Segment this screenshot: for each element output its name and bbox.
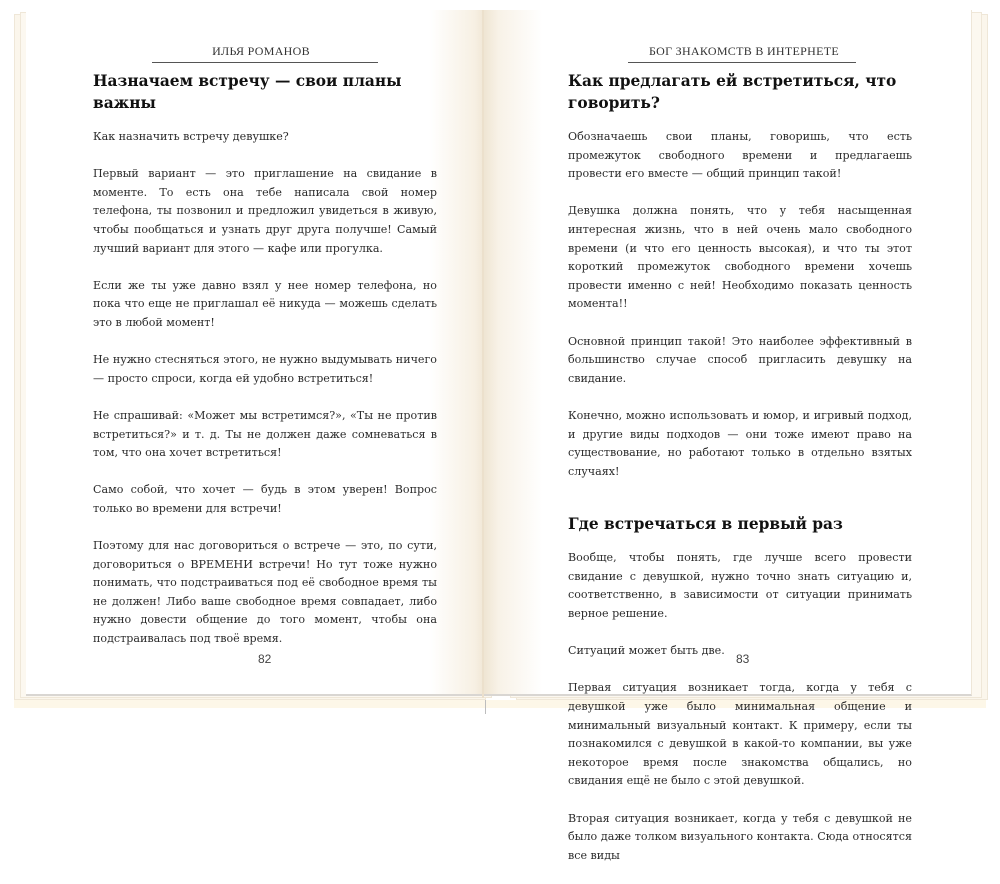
page-number-right: 83 [736,652,750,666]
book-spine [482,10,484,698]
page-number-left: 82 [258,652,272,666]
subsection-heading: Где встречаться в первый раз [568,515,843,534]
running-head-author: ИЛЬЯ РОМАНОВ [212,44,310,58]
right-page [484,10,972,862]
running-head-rule [628,62,856,63]
chapter-heading: Назначаем встречу — свои планы важны [93,72,402,112]
paragraph: Само собой, что хочет — будь в этом уверен! Вопрос только во времени для встречи! [93,483,437,515]
paragraph: Девушка должна понять, что у тебя насыщенная интересная жизнь, что в ней очень мало свободного времени (и что его ценность высокая), и что ты этот короткий промежуток свободного времени хочешь провести именно с ней! Необходимо показать ценность момента!! [568,204,912,311]
left-page-content [93,70,437,667]
paragraph: Первый вариант — это приглашение на свидание в моменте. То есть она тебе написала свой номер телефона, ты позвонил и предложил увидеться в живую, чтобы пообщаться и узнать друг друга получше! Самый лучший вариант для этого — кафе или прогулка. [93,167,437,255]
spine-tick [485,700,486,714]
paragraph: Поэтому для нас договориться о встрече — это, по сути, договориться о ВРЕМЕНИ встречи! Но тут тоже нужно понимать, что подстраиваться под её свободное время ты не должен! Либо ваше свободное время совпадает, либо нужно довести общение до того момент, чтобы она подстраивалась под твоё время. [93,539,437,646]
running-head-title: БОГ ЗНАКОМСТВ В ИНТЕРНЕТЕ [649,44,839,58]
right-page-content [568,70,912,884]
paragraph: Вообще, чтобы понять, где лучше всего провести свидание с девушкой, нужно точно знать ситуацию и, соответственно, в зависимости от ситуации принимать верное решение. [568,551,912,621]
paragraph: Как назначить встречу девушке? [93,130,289,143]
paragraph: Если же ты уже давно взял у нее номер телефона, но пока что еще не приглашал её никуда — можешь сделать это в любой момент! [93,278,437,329]
section-heading: Как предлагать ей встретиться, что говорить? [568,72,897,112]
paragraph: Не спрашивай: «Может мы встретимся?», «Ты не против встретиться?» и т. д. Ты не должен даже сомневаться в том, что она хочет встретиться! [93,408,437,460]
running-head-rule [152,62,378,63]
paragraph: Ситуаций может быть две. [568,644,725,658]
paragraph: Основной принцип такой! Это наиболее эффективный в большинство случае способ пригласить девушку на свидание. [568,334,912,385]
left-page [26,10,484,696]
paragraph: Не нужно стесняться этого, не нужно выдумывать ничего — просто спроси, когда ей удобно встретиться! [93,353,437,385]
paragraph: Конечно, можно использовать и юмор, и игривый подход, и другие виды подходов — они тоже имеют право на существование, но работают только в отдельно взятых случаях! [568,408,912,478]
paragraph: Обозначаешь свои планы, говоришь, что есть промежуток свободного времени и предлагаешь провести его вместе — общий принцип такой! [568,130,912,181]
paragraph: Первая ситуация возникает тогда, когда у тебя с девушкой уже было минимальная общение и минимальный визуальный контакт. К примеру, если ты познакомился с девушкой в какой-то компании, вы уже некоторое время после знакомства общались, но свидания ещё не было с этой девушкой. [568,681,912,788]
paragraph: Вторая ситуация возникает, когда у тебя с девушкой не было даже толком визуального контакта. Сюда относятся все виды [568,811,912,862]
